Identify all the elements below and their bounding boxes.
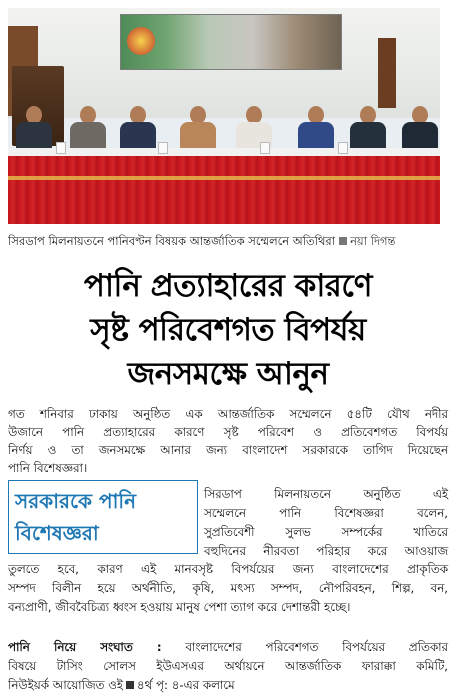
paragraph-line: বিষয়ে টাসিং সোলস ইউএসএর অর্থায়নে আন্তর্জাতিক ফারাক্কা কমিটি, (8, 659, 448, 673)
paragraph-text: নিউইয়র্ক আয়োজিত ওই (8, 678, 123, 692)
photo-cup (338, 142, 348, 154)
photo-cup (260, 142, 270, 154)
banner-logo (127, 27, 155, 55)
caption-text: সিরডাপ মিলনায়তনে পানিবণ্টন বিষয়ক আন্তর্জাতিক সম্মেলনে অতিথিরা (8, 234, 336, 248)
photo-table-cloth (8, 156, 440, 224)
conflict-paragraph (8, 638, 448, 695)
paragraph-text: বাংলাদেশের পরিবেশগত বিপর্যয়ের প্রতিকার (185, 640, 449, 654)
paragraph-line: বন্যপ্রাণী, জীববৈচিত্র্য ধ্বংস হওয়ায় মানুষ পেশা ত্যাগ করে দেশান্তরী হচ্ছে। (8, 600, 351, 614)
continued-paragraph (8, 560, 448, 617)
pull-quote (8, 480, 198, 554)
square-bullet-icon (339, 237, 347, 245)
photo-cup (158, 142, 168, 154)
caption-source: নয়া দিগন্ত (350, 234, 396, 248)
paragraph-line: গত শনিবার ঢাকায় অনুষ্ঠিত এক আন্তর্জাতিক সম্মেলনে ৫৪টি যৌথ নদীর (8, 407, 448, 421)
headline-line: সৃষ্ট পরিবেশগত বিপর্যয় (90, 312, 366, 348)
pull-quote-line: সরকারকে পানি (15, 489, 137, 513)
paragraph-line: সিরডাপ মিলনায়তনে অনুষ্ঠিত এই (204, 487, 448, 501)
square-bullet-icon (126, 681, 134, 689)
paragraph-line: নির্ণয় ও তা জনসমক্ষে আনার জন্য বাংলাদেশ সরকারকে তাগিদ দিয়েছেন (8, 443, 448, 457)
paragraph-line: সম্মেলনে পানি বিশেষজ্ঞরা বলেন, (204, 506, 448, 520)
paragraph-line: তুলতে হবে, কারণ এই মানবসৃষ্ট বিপর্যয়ের জন্য বাংলাদেশের প্রাকৃতিক (8, 562, 448, 576)
paragraph-line: পানি বিশেষজ্ঞরা। (8, 461, 88, 475)
paragraph-line (8, 676, 448, 695)
paragraph-line: সুপ্রতিবেশী সুলভ সম্পর্কের খাতিরে (204, 525, 448, 539)
photo-caption (8, 232, 448, 250)
news-photo (8, 8, 440, 224)
photo-cup (56, 142, 66, 154)
paragraph-line (8, 638, 448, 657)
paragraph-line: উজানে পানি প্রত্যাহারের কারণে সৃষ্ট পরিবেশ ও প্রতিবেশগত বিপর্যয় (8, 425, 448, 439)
pull-quote-line: বিশেষজ্ঞরা (15, 521, 99, 545)
photo-banner (120, 14, 342, 70)
jump-reference[interactable]: ৪র্থ পৃ: ৪-এর কলামে (136, 678, 235, 692)
paragraph-line: বহুদিনের নীরবতা পরিহার করে আওয়াজ (204, 544, 448, 558)
side-paragraph (204, 485, 448, 561)
subhead-lead: পানি নিয়ে সংঘাত : (8, 640, 162, 654)
headline (0, 264, 456, 396)
headline-line: পানি প্রত্যাহারের কারণে (83, 268, 373, 304)
paragraph-line: সম্পদ বিলীন হয়ে অর্থনীতি, কৃষি, মৎস্য সম্পদ, নৌপরিবহন, শিল্প, বন, (8, 581, 448, 595)
headline-line: জনসমক্ষে আনুন (127, 356, 329, 392)
intro-paragraph (8, 405, 448, 477)
